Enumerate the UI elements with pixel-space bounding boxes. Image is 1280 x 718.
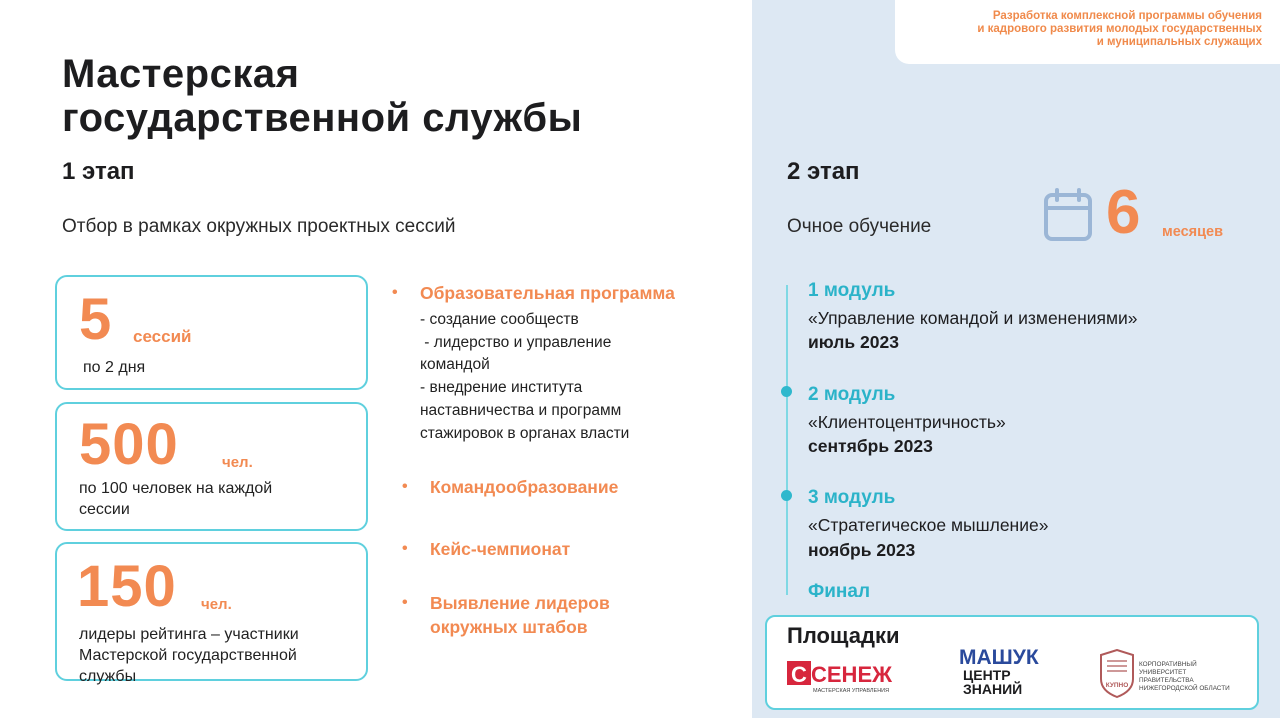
banner-text — [902, 10, 1262, 49]
stage2-label: 2 этап — [787, 158, 860, 185]
module-title: 1 модуль — [808, 280, 896, 301]
mashuk-line: ЦЕНТР — [963, 667, 1011, 683]
stat-card-leaders — [55, 542, 368, 685]
program-item: - внедрение института — [420, 379, 583, 397]
timeline-dot — [781, 386, 792, 397]
program-item: наставничества и программ — [420, 401, 622, 419]
bullet-case-championship: Кейс-чемпионат — [430, 539, 571, 559]
kupno-text — [1139, 661, 1239, 693]
module-date: ноябрь 2023 — [808, 540, 916, 560]
bullet-line: окружных штабов — [430, 617, 588, 637]
module-name: «Клиентоцентричность» — [808, 412, 1006, 432]
stat-desc — [79, 478, 272, 520]
stat-desc — [79, 624, 299, 687]
module-name: «Управление командой и изменениями» — [808, 308, 1138, 328]
stage1-subtitle: Отбор в рамках окружных проектных сессий — [62, 216, 456, 237]
program-items — [420, 309, 710, 445]
stat-unit: чел. — [201, 596, 232, 613]
program-item: стажировок в органах власти — [420, 424, 630, 442]
senezh-sub: МАСТЕРСКАЯ УПРАВЛЕНИЯ — [813, 688, 890, 694]
senezh-name: СЕНЕЖ — [811, 662, 893, 687]
banner-line: и кадрового развития молодых государственных — [977, 23, 1262, 35]
kupno-line: КОРПОРАТИВНЫЙ УНИВЕРСИТЕТ — [1139, 661, 1197, 676]
module-title: 3 модуль — [808, 487, 896, 508]
venues-panel — [765, 615, 1259, 710]
mashuk-logo — [959, 647, 1059, 699]
stat-unit: чел. — [222, 454, 253, 471]
calendar-icon — [1043, 188, 1093, 242]
mashuk-line: ЗНАНИЙ — [963, 681, 1023, 697]
banner-line: Разработка комплексной программы обучения — [992, 10, 1262, 22]
stat-desc-line: сессии — [79, 501, 130, 518]
bullet-dot: • — [392, 284, 398, 301]
stat-unit: сессий — [133, 327, 192, 346]
module-name: «Стратегическое мышление» — [808, 515, 1049, 535]
program-item: - создание сообществ — [420, 311, 579, 328]
stat-desc-line: службы — [79, 668, 137, 685]
stat-card-participants — [55, 402, 368, 531]
stat-desc-line: по 100 человек на каждой — [79, 480, 273, 497]
kupno-emblem-icon — [1099, 649, 1135, 699]
right-panel — [752, 0, 1280, 718]
page-title — [62, 52, 742, 140]
duration-number: 6 — [1106, 178, 1141, 247]
bullet-education-program: Образовательная программа — [420, 283, 675, 303]
stage1-label: 1 этап — [62, 158, 135, 185]
stat-number: 150 — [77, 554, 177, 619]
title-line: государственной службы — [62, 96, 583, 140]
kupno-emblem-text: КУПНО — [1105, 682, 1129, 689]
duration-unit: месяцев — [1162, 224, 1224, 240]
bullet-dot: • — [402, 478, 408, 495]
svg-text:С: С — [791, 662, 807, 687]
stat-number: 500 — [79, 412, 179, 477]
program-item: - лидерство и управление — [420, 333, 612, 351]
final-label: Финал — [808, 581, 871, 602]
timeline-dot — [781, 490, 792, 501]
kupno-logo — [1099, 649, 1239, 701]
bullet-leaders — [430, 591, 610, 639]
senezh-logo — [787, 659, 899, 695]
banner-line: и муниципальных служащих — [1096, 36, 1262, 48]
stat-desc-line: Мастерской государственной — [79, 647, 297, 664]
venues-title: Площадки — [787, 623, 900, 648]
bullet-dot: • — [402, 594, 408, 611]
bullet-teambuilding: Командообразование — [430, 477, 619, 497]
stat-desc-line: лидеры рейтинга – участники — [79, 626, 299, 643]
title-line: Мастерская — [62, 52, 300, 96]
program-item: командой — [420, 356, 490, 374]
stat-desc — [83, 357, 145, 378]
module-date: июль 2023 — [808, 332, 899, 352]
module-title: 2 модуль — [808, 384, 896, 405]
module-date: сентябрь 2023 — [808, 436, 933, 456]
top-banner — [895, 0, 1280, 64]
bullet-line: Выявление лидеров — [430, 593, 610, 613]
timeline-line — [786, 285, 788, 595]
mashuk-title: МАШУК — [959, 646, 1039, 669]
kupno-line: ПРАВИТЕЛЬСТВА — [1139, 677, 1194, 684]
bullet-dot: • — [402, 540, 408, 557]
stat-card-sessions — [55, 275, 368, 390]
stage2-subtitle: Очное обучение — [787, 216, 932, 237]
kupno-line: НИЖЕГОРОДСКОЙ ОБЛАСТИ — [1139, 685, 1230, 692]
stat-number: 5 — [79, 287, 113, 352]
stat-desc-line: по 2 дня — [83, 359, 146, 376]
